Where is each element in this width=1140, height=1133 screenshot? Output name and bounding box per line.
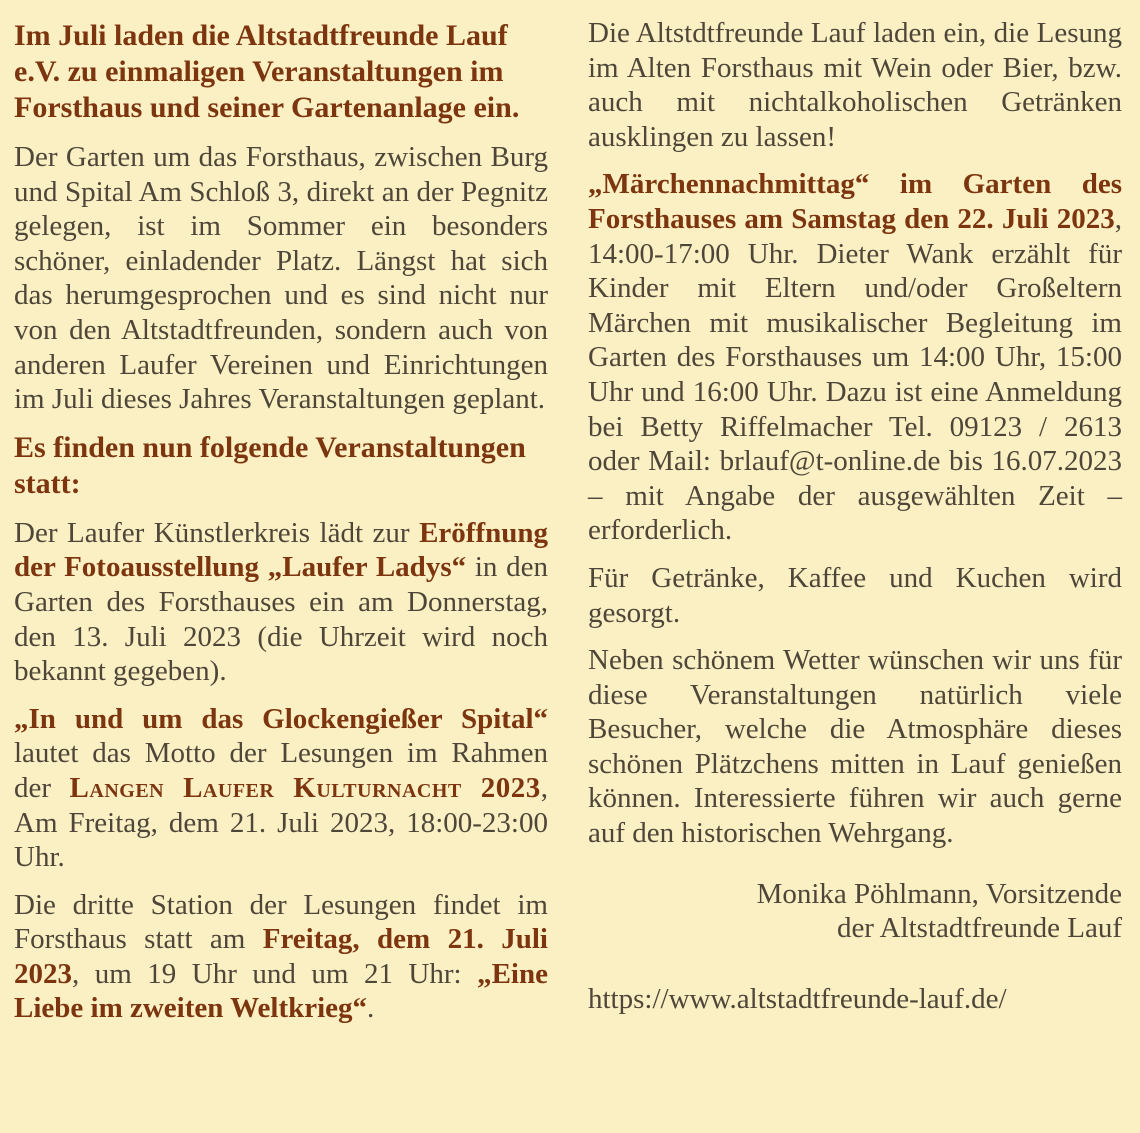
paragraph-ausklang: [588, 16, 1122, 154]
text-run: Die dritte Station der Lesungen findet im Forsthaus statt am: [14, 888, 548, 956]
lead-heading: [14, 18, 548, 126]
text-run: Es finden nun folgende Veranstaltungen statt:: [14, 430, 526, 500]
text-run: , um 19 Uhr und um 21 Uhr:: [72, 957, 478, 990]
paragraph-getraenke: [588, 561, 1122, 630]
text-run: der Altstadtfreunde Lauf: [836, 912, 1122, 945]
left-column: [14, 16, 548, 1133]
paragraph-maerchennachmittag: [588, 167, 1122, 548]
text-run: lautet das Motto der Lesungen im Rahmen der: [14, 737, 548, 804]
text-run: Eröffnung der Fotoausstellung „Laufer Ladys“: [14, 516, 548, 584]
text-run: Der Laufer Künstlerkreis lädt zur: [14, 516, 420, 549]
text-run: .: [367, 992, 375, 1025]
text-run: Der Garten um das Forsthaus, zwischen Burg und Spital Am Schloß 3, direkt an der Pegnitz gelegen, ist im Sommer ein besonders schöner, einladender Platz. Längst hat sich das herumgesprochen und es sind nicht nur von den Altstadtfreunden, sondern auch von anderen Laufer Vereinen und Einrichtungen im Juli dieses Jahres Veranstaltungen geplant.: [14, 141, 548, 416]
paragraph-fotoausstellung: [14, 516, 548, 689]
text-run: Monika Pöhlmann, Vorsitzende: [756, 877, 1122, 910]
subheading-veranstaltungen: [14, 430, 548, 502]
paragraph-garten: [14, 140, 548, 417]
text-run: „Eine Liebe im zweiten Weltkrieg“: [14, 957, 548, 1025]
text-run: https://www.altstadtfreunde-lauf.de/: [588, 982, 1007, 1015]
paragraph-kulturnacht: [14, 702, 548, 875]
text-run: in den Garten des Forsthauses ein am Donnerstag, den 13. Juli 2023 (die Uhrzeit wird noch bekannt gegeben).: [14, 551, 548, 688]
paragraph-dritte-station: [14, 888, 548, 1026]
text-run: , 14:00-17:00 Uhr. Dieter Wank erzählt für Kinder mit Eltern und/oder Großeltern Märchen mit musikalischer Begleitung im Garten des Forsthauses um 14:00 Uhr, 15:00 Uhr und 16:00 Uhr. Dazu ist eine Anmeldung bei Betty Riffelmacher Tel. 09123 / 2613 oder Mail: brlauf@t-online.de bis 16.07.2023 – mit Angabe der ausgewählten Zeit – erforderlich.: [588, 202, 1122, 547]
paragraph-wetter: [588, 643, 1122, 851]
text-run: Im Juli laden die Altstadtfreunde Lauf e.V. zu einmaligen Veranstaltungen im Forsthaus und seiner Gartenanlage ein: [14, 19, 512, 124]
text-run: „Märchennachmittag“ im Garten des Forsthauses am Samstag den 22. Juli 2023: [588, 168, 1122, 235]
signature-line-2: [588, 911, 1122, 946]
text-run: Langen Laufer Kulturnacht 2023: [69, 771, 541, 804]
right-column: [588, 16, 1122, 1133]
text-run: .: [511, 91, 520, 124]
text-run: , Am Freitag, dem 21. Juli 2023, 18:00-23:00 Uhr.: [14, 771, 549, 874]
text-run: Für Getränke, Kaffee und Kuchen wird gesorgt.: [588, 561, 1122, 629]
text-run: Die Altstdtfreunde Lauf laden ein, die Lesung im Alten Forsthaus mit Wein oder Bier, bzw. auch mit nichtalkoholischen Getränken ausklingen zu lassen!: [588, 17, 1122, 153]
text-run: „In und um das Glockengießer Spital“: [14, 702, 548, 735]
signature-line-1: [588, 877, 1122, 912]
text-run: Neben schönem Wetter wünschen wir uns für diese Veranstaltungen natürlich viele Besucher, welche die Atmosphäre dieses schönen Plätzchens mitten in Lauf genießen können. Interessierte führen wir auch gerne auf den historischen Wehrgang.: [588, 644, 1122, 850]
text-run: Freitag, dem 21. Juli 2023: [14, 923, 548, 990]
website-url: [588, 982, 1122, 1017]
